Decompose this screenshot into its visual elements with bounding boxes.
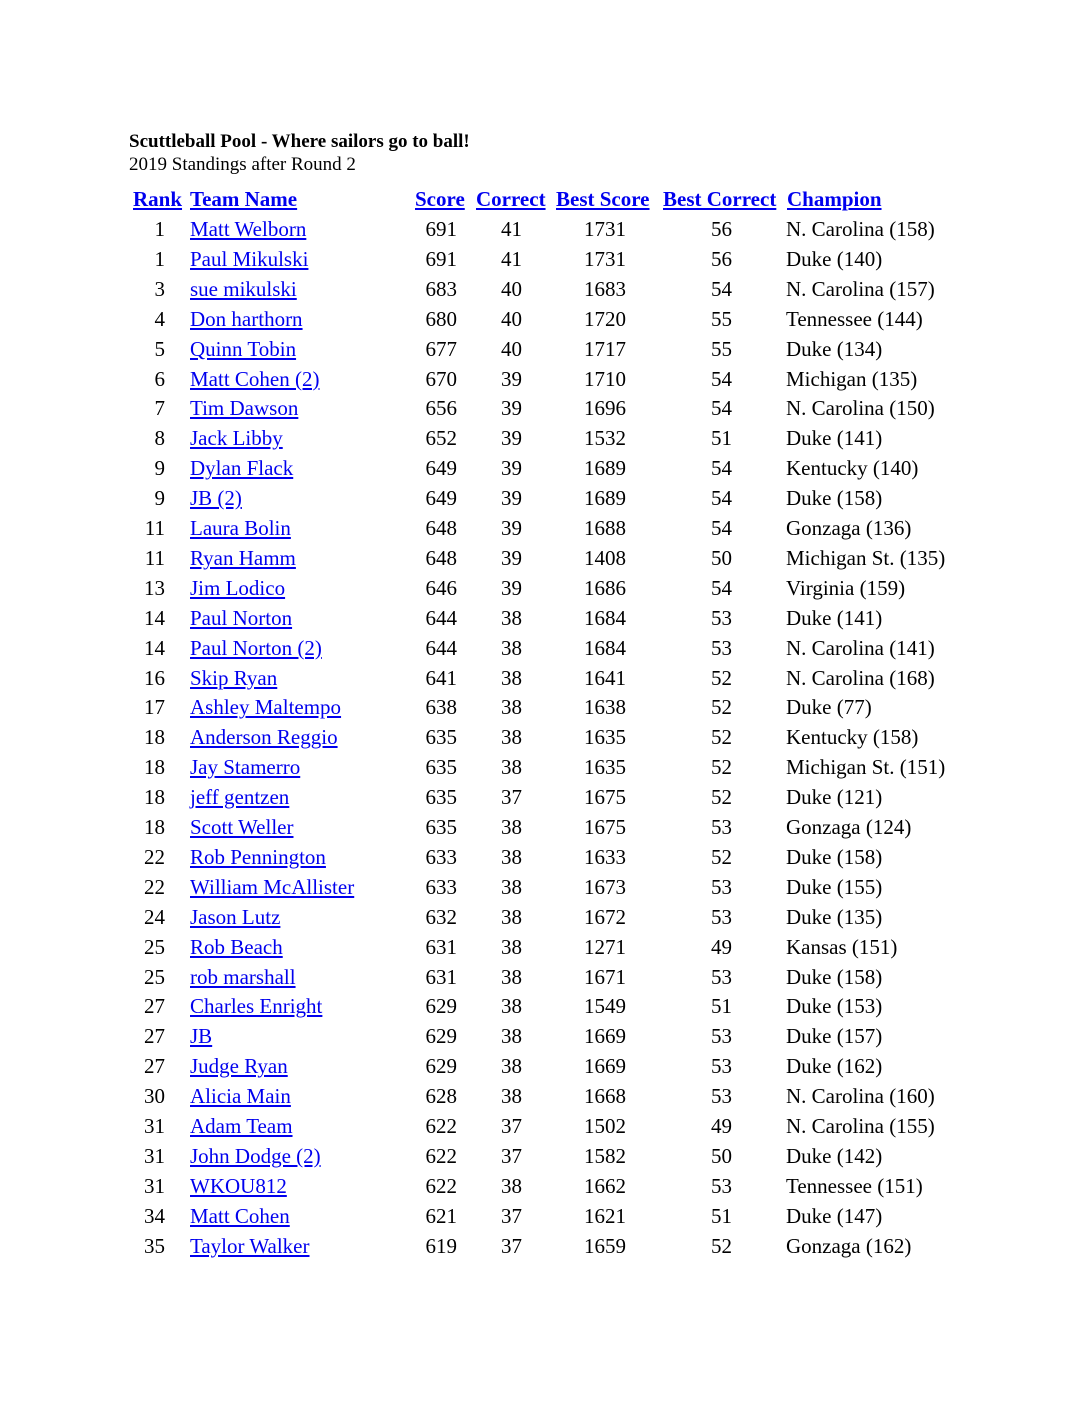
champion-cell: Duke (157) [786, 1024, 883, 1049]
score-cell: 629 [425, 1024, 457, 1049]
table-row [0, 1201, 1088, 1231]
best-correct-cell: 53 [711, 605, 732, 630]
best-correct-cell: 52 [711, 844, 732, 869]
best-correct-cell: 54 [711, 276, 732, 301]
correct-cell: 37 [501, 1203, 522, 1228]
correct-cell: 38 [501, 1173, 522, 1198]
champion-cell: Kansas (151) [786, 934, 898, 959]
score-cell: 628 [425, 1084, 457, 1109]
rank-cell: 35 [144, 1233, 165, 1258]
correct-cell: 39 [501, 456, 522, 481]
team-name-link[interactable]: Matt Welborn [190, 217, 307, 241]
correct-cell: 37 [501, 1143, 522, 1168]
correct-cell: 40 [501, 306, 522, 331]
best-score-cell: 1641 [584, 665, 626, 690]
team-name-link[interactable]: Judge Ryan [190, 1054, 288, 1079]
score-cell: 633 [425, 844, 457, 869]
rank-cell: 1 [154, 217, 165, 241]
team-name-link[interactable]: Jason Lutz [190, 904, 281, 929]
table-row [0, 423, 1088, 453]
correct-cell: 38 [501, 874, 522, 899]
score-cell: 632 [425, 904, 457, 929]
team-name-link[interactable]: WKOU812 [190, 1173, 287, 1198]
rank-cell: 18 [144, 725, 165, 750]
best-score-cell: 1683 [584, 276, 626, 301]
correct-cell: 38 [501, 755, 522, 780]
champion-cell: Kentucky (140) [786, 456, 919, 481]
correct-cell: 37 [501, 785, 522, 810]
table-row [0, 812, 1088, 842]
team-name-link[interactable]: Rob Beach [190, 934, 283, 959]
champion-cell: Duke (158) [786, 844, 883, 869]
champion-cell: Tennessee (144) [786, 306, 923, 331]
rank-cell: 17 [144, 695, 165, 720]
team-name-link[interactable]: Rob Pennington [190, 844, 326, 869]
best-score-cell: 1638 [584, 695, 626, 720]
rank-cell: 34 [144, 1203, 165, 1228]
score-cell: 677 [425, 336, 457, 361]
table-row [0, 393, 1088, 423]
rank-cell: 22 [144, 874, 165, 899]
score-cell: 641 [425, 665, 457, 690]
best-score-cell: 1671 [584, 964, 626, 989]
correct-cell: 39 [501, 516, 522, 540]
score-cell: 652 [425, 426, 457, 451]
score-cell: 635 [425, 755, 457, 780]
champion-cell: Duke (141) [786, 605, 883, 630]
score-cell: 691 [425, 217, 457, 241]
correct-cell: 39 [501, 545, 522, 570]
score-cell: 646 [425, 575, 457, 600]
table-row [0, 991, 1088, 1021]
rank-cell: 18 [144, 815, 165, 839]
table-row [0, 633, 1088, 663]
best-correct-cell: 49 [711, 934, 732, 959]
best-score-cell: 1673 [584, 874, 626, 899]
champion-cell: Michigan (135) [786, 366, 918, 391]
champion-cell: Kentucky (158) [786, 725, 919, 750]
best-correct-cell: 52 [711, 1233, 732, 1258]
rank-cell: 9 [154, 486, 165, 511]
champion-cell: N. Carolina (160) [786, 1084, 935, 1109]
score-cell: 621 [425, 1203, 457, 1228]
best-score-cell: 1633 [584, 844, 626, 869]
team-name-link[interactable]: Jim Lodico [190, 575, 286, 600]
best-score-cell: 1408 [584, 545, 626, 570]
table-row [0, 1021, 1088, 1051]
team-name-link[interactable]: Ashley Maltempo [190, 695, 342, 720]
table-row [0, 872, 1088, 902]
team-name-link[interactable]: sue mikulski [190, 276, 297, 301]
correct-cell: 40 [501, 336, 522, 361]
best-score-cell: 1669 [584, 1054, 626, 1079]
table-row [0, 1111, 1088, 1141]
rank-cell: 1 [154, 246, 165, 271]
best-correct-cell: 53 [711, 635, 732, 660]
team-name-link[interactable]: Jack Libby [190, 426, 283, 451]
correct-cell: 39 [501, 366, 522, 391]
page-title: Scuttleball Pool - Where sailors go to ball! [129, 131, 470, 152]
champion-cell: Michigan St. (151) [786, 755, 946, 780]
score-cell: 656 [425, 396, 457, 421]
table-row [0, 692, 1088, 722]
correct-cell: 38 [501, 665, 522, 690]
header-champion-link[interactable]: Champion [787, 187, 882, 211]
champion-cell: Virginia (159) [786, 575, 906, 600]
best-correct-cell: 50 [711, 1143, 732, 1168]
score-cell: 631 [425, 934, 457, 959]
rank-cell: 11 [144, 545, 165, 570]
rank-cell: 27 [144, 1054, 165, 1079]
rank-cell: 31 [144, 1143, 165, 1168]
header-rank-link[interactable]: Rank [133, 187, 183, 211]
team-name-link[interactable]: William McAllister [190, 874, 355, 899]
best-correct-cell: 51 [711, 426, 732, 451]
champion-cell: Duke (162) [786, 1054, 883, 1079]
team-name-link[interactable]: Alicia Main [190, 1084, 291, 1109]
best-score-cell: 1659 [584, 1233, 626, 1258]
team-name-link[interactable]: Skip Ryan [190, 665, 278, 690]
rank-cell: 25 [144, 934, 165, 959]
table-row [0, 902, 1088, 932]
best-score-cell: 1684 [584, 635, 626, 660]
rank-cell: 27 [144, 1024, 165, 1049]
best-score-cell: 1696 [584, 396, 626, 421]
best-score-cell: 1621 [584, 1203, 626, 1228]
best-score-cell: 1502 [584, 1114, 626, 1138]
champion-cell: N. Carolina (168) [786, 665, 935, 690]
champion-cell: Gonzaga (124) [786, 815, 912, 839]
best-correct-cell: 52 [711, 725, 732, 750]
score-cell: 680 [425, 306, 457, 331]
best-correct-cell: 53 [711, 964, 732, 989]
correct-cell: 38 [501, 695, 522, 720]
score-cell: 649 [425, 486, 457, 511]
best-correct-cell: 50 [711, 545, 732, 570]
table-row [0, 962, 1088, 992]
table-row [0, 782, 1088, 812]
page-subtitle: 2019 Standings after Round 2 [129, 154, 356, 175]
table-row [0, 752, 1088, 782]
table-row [0, 334, 1088, 364]
champion-cell: N. Carolina (155) [786, 1114, 935, 1138]
best-correct-cell: 52 [711, 785, 732, 810]
correct-cell: 38 [501, 815, 522, 839]
best-score-cell: 1675 [584, 815, 626, 839]
score-cell: 622 [425, 1114, 457, 1138]
correct-cell: 39 [501, 575, 522, 600]
table-row [0, 842, 1088, 872]
correct-cell: 41 [501, 246, 522, 271]
header-score-link[interactable]: Score [415, 187, 465, 211]
correct-cell: 38 [501, 1054, 522, 1079]
champion-cell: Gonzaga (136) [786, 516, 912, 540]
best-correct-cell: 56 [711, 246, 732, 271]
best-score-cell: 1532 [584, 426, 626, 451]
best-score-cell: 1675 [584, 785, 626, 810]
best-score-cell: 1662 [584, 1173, 626, 1198]
table-row [0, 304, 1088, 334]
rank-cell: 25 [144, 964, 165, 989]
rank-cell: 4 [154, 306, 165, 331]
best-score-cell: 1582 [584, 1143, 626, 1168]
best-score-cell: 1668 [584, 1084, 626, 1109]
table-row [0, 1141, 1088, 1171]
table-row [0, 932, 1088, 962]
best-correct-cell: 51 [711, 994, 732, 1019]
correct-cell: 38 [501, 725, 522, 750]
rank-cell: 31 [144, 1173, 165, 1198]
best-score-cell: 1688 [584, 516, 626, 540]
score-cell: 644 [425, 635, 457, 660]
best-score-cell: 1731 [584, 217, 626, 241]
best-score-cell: 1731 [584, 246, 626, 271]
score-cell: 633 [425, 874, 457, 899]
best-score-cell: 1720 [584, 306, 626, 331]
team-name-link[interactable]: Matt Cohen (2) [190, 366, 320, 391]
table-row [0, 1081, 1088, 1111]
header-team-name-link[interactable]: Team Name [190, 187, 298, 211]
best-correct-cell: 54 [711, 516, 732, 540]
correct-cell: 39 [501, 396, 522, 421]
team-name-link[interactable]: JB (2) [190, 486, 242, 511]
team-name-link[interactable]: Scott Weller [190, 815, 294, 839]
score-cell: 629 [425, 994, 457, 1019]
rank-cell: 22 [144, 844, 165, 869]
rank-cell: 7 [154, 396, 165, 421]
correct-cell: 38 [501, 1084, 522, 1109]
team-name-link[interactable]: John Dodge (2) [190, 1143, 321, 1168]
score-cell: 619 [425, 1233, 457, 1258]
team-name-link[interactable]: Dylan Flack [190, 456, 294, 481]
score-cell: 644 [425, 605, 457, 630]
correct-cell: 39 [501, 486, 522, 511]
score-cell: 691 [425, 246, 457, 271]
best-correct-cell: 53 [711, 1173, 732, 1198]
header-correct-link[interactable]: Correct [476, 187, 546, 211]
best-correct-cell: 54 [711, 366, 732, 391]
table-row [0, 513, 1088, 543]
table-row [0, 214, 1088, 244]
champion-cell: Gonzaga (162) [786, 1233, 912, 1258]
rank-cell: 18 [144, 785, 165, 810]
team-name-link[interactable]: Charles Enright [190, 994, 323, 1019]
champion-cell: Duke (147) [786, 1203, 883, 1228]
team-name-link[interactable]: Quinn Tobin [190, 336, 297, 361]
correct-cell: 38 [501, 605, 522, 630]
best-correct-cell: 54 [711, 396, 732, 421]
best-correct-cell: 55 [711, 336, 732, 361]
table-row [0, 453, 1088, 483]
best-correct-cell: 52 [711, 665, 732, 690]
team-name-link[interactable]: jeff gentzen [190, 785, 290, 810]
score-cell: 629 [425, 1054, 457, 1079]
table-row [0, 1051, 1088, 1081]
table-row [0, 1231, 1088, 1261]
rank-cell: 13 [144, 575, 165, 600]
rank-cell: 6 [154, 366, 165, 391]
champion-cell: Duke (153) [786, 994, 883, 1019]
team-name-link[interactable]: Don harthorn [190, 306, 303, 331]
best-score-cell: 1549 [584, 994, 626, 1019]
best-score-cell: 1669 [584, 1024, 626, 1049]
best-correct-cell: 53 [711, 1024, 732, 1049]
champion-cell: Duke (134) [786, 336, 883, 361]
table-row [0, 1171, 1088, 1201]
correct-cell: 38 [501, 994, 522, 1019]
correct-cell: 37 [501, 1114, 522, 1138]
rank-cell: 14 [144, 635, 165, 660]
champion-cell: Duke (155) [786, 874, 883, 899]
correct-cell: 38 [501, 1024, 522, 1049]
team-name-link[interactable]: Paul Norton [190, 605, 293, 630]
team-name-link[interactable]: Paul Norton (2) [190, 635, 322, 660]
champion-cell: Duke (158) [786, 486, 883, 511]
correct-cell: 38 [501, 904, 522, 929]
best-score-cell: 1635 [584, 725, 626, 750]
rank-cell: 8 [154, 426, 165, 451]
rank-cell: 3 [154, 276, 165, 301]
rank-cell: 14 [144, 605, 165, 630]
champion-cell: N. Carolina (158) [786, 217, 935, 241]
best-score-cell: 1271 [584, 934, 626, 959]
champion-cell: Duke (141) [786, 426, 883, 451]
champion-cell: Duke (142) [786, 1143, 883, 1168]
rank-cell: 9 [154, 456, 165, 481]
rank-cell: 24 [144, 904, 165, 929]
best-correct-cell: 53 [711, 1054, 732, 1079]
best-score-cell: 1635 [584, 755, 626, 780]
team-name-link[interactable]: Adam Team [190, 1114, 293, 1138]
correct-cell: 37 [501, 1233, 522, 1258]
table-row [0, 722, 1088, 752]
correct-cell: 38 [501, 844, 522, 869]
score-cell: 635 [425, 725, 457, 750]
best-correct-cell: 54 [711, 486, 732, 511]
score-cell: 622 [425, 1143, 457, 1168]
rank-cell: 27 [144, 994, 165, 1019]
score-cell: 635 [425, 815, 457, 839]
champion-cell: Duke (121) [786, 785, 883, 810]
score-cell: 635 [425, 785, 457, 810]
champion-cell: N. Carolina (150) [786, 396, 935, 421]
best-score-cell: 1684 [584, 605, 626, 630]
best-score-cell: 1689 [584, 486, 626, 511]
best-correct-cell: 49 [711, 1114, 732, 1138]
team-name-link[interactable]: Ryan Hamm [190, 545, 296, 570]
team-name-link[interactable]: Paul Mikulski [190, 246, 309, 271]
table-row [0, 543, 1088, 573]
champion-cell: N. Carolina (157) [786, 276, 935, 301]
team-name-link[interactable]: rob marshall [190, 964, 296, 989]
header-best-score-link[interactable]: Best Score [556, 187, 650, 211]
score-cell: 638 [425, 695, 457, 720]
table-row [0, 603, 1088, 633]
table-row [0, 663, 1088, 693]
champion-cell: Duke (158) [786, 964, 883, 989]
rank-cell: 16 [144, 665, 165, 690]
correct-cell: 41 [501, 217, 522, 241]
score-cell: 622 [425, 1173, 457, 1198]
champion-cell: Duke (77) [786, 695, 872, 720]
table-row [0, 573, 1088, 603]
best-correct-cell: 56 [711, 217, 732, 241]
score-cell: 648 [425, 516, 457, 540]
team-name-link[interactable]: Taylor Walker [190, 1233, 310, 1258]
score-cell: 670 [425, 366, 457, 391]
table-row [0, 274, 1088, 304]
rank-cell: 31 [144, 1114, 165, 1138]
best-correct-cell: 54 [711, 575, 732, 600]
correct-cell: 40 [501, 276, 522, 301]
correct-cell: 38 [501, 635, 522, 660]
champion-cell: Duke (140) [786, 246, 883, 271]
team-name-link[interactable]: Laura Bolin [190, 516, 291, 540]
best-score-cell: 1710 [584, 366, 626, 391]
best-correct-cell: 52 [711, 755, 732, 780]
score-cell: 683 [425, 276, 457, 301]
table-row [0, 364, 1088, 394]
best-correct-cell: 55 [711, 306, 732, 331]
score-cell: 648 [425, 545, 457, 570]
best-correct-cell: 53 [711, 874, 732, 899]
score-cell: 649 [425, 456, 457, 481]
correct-cell: 39 [501, 426, 522, 451]
table-row [0, 483, 1088, 513]
champion-cell: Michigan St. (135) [786, 545, 946, 570]
team-name-link[interactable]: Tim Dawson [190, 396, 299, 421]
best-correct-cell: 53 [711, 904, 732, 929]
best-score-cell: 1717 [584, 336, 626, 361]
rank-cell: 11 [144, 516, 165, 540]
rank-cell: 5 [154, 336, 165, 361]
team-name-link[interactable]: Anderson Reggio [190, 725, 338, 750]
correct-cell: 38 [501, 934, 522, 959]
best-correct-cell: 51 [711, 1203, 732, 1228]
champion-cell: Tennessee (151) [786, 1173, 923, 1198]
team-name-link[interactable]: Matt Cohen [190, 1203, 290, 1228]
team-name-link[interactable]: Jay Stamerro [190, 755, 301, 780]
score-cell: 631 [425, 964, 457, 989]
rank-cell: 30 [144, 1084, 165, 1109]
best-correct-cell: 53 [711, 1084, 732, 1109]
champion-cell: N. Carolina (141) [786, 635, 935, 660]
best-score-cell: 1672 [584, 904, 626, 929]
best-correct-cell: 53 [711, 815, 732, 839]
champion-cell: Duke (135) [786, 904, 883, 929]
team-name-link[interactable]: JB [190, 1024, 213, 1049]
best-score-cell: 1686 [584, 575, 626, 600]
rank-cell: 18 [144, 755, 165, 780]
correct-cell: 38 [501, 964, 522, 989]
table-row [0, 244, 1088, 274]
best-correct-cell: 54 [711, 456, 732, 481]
best-correct-cell: 52 [711, 695, 732, 720]
header-best-correct-link[interactable]: Best Correct [663, 187, 777, 211]
best-score-cell: 1689 [584, 456, 626, 481]
